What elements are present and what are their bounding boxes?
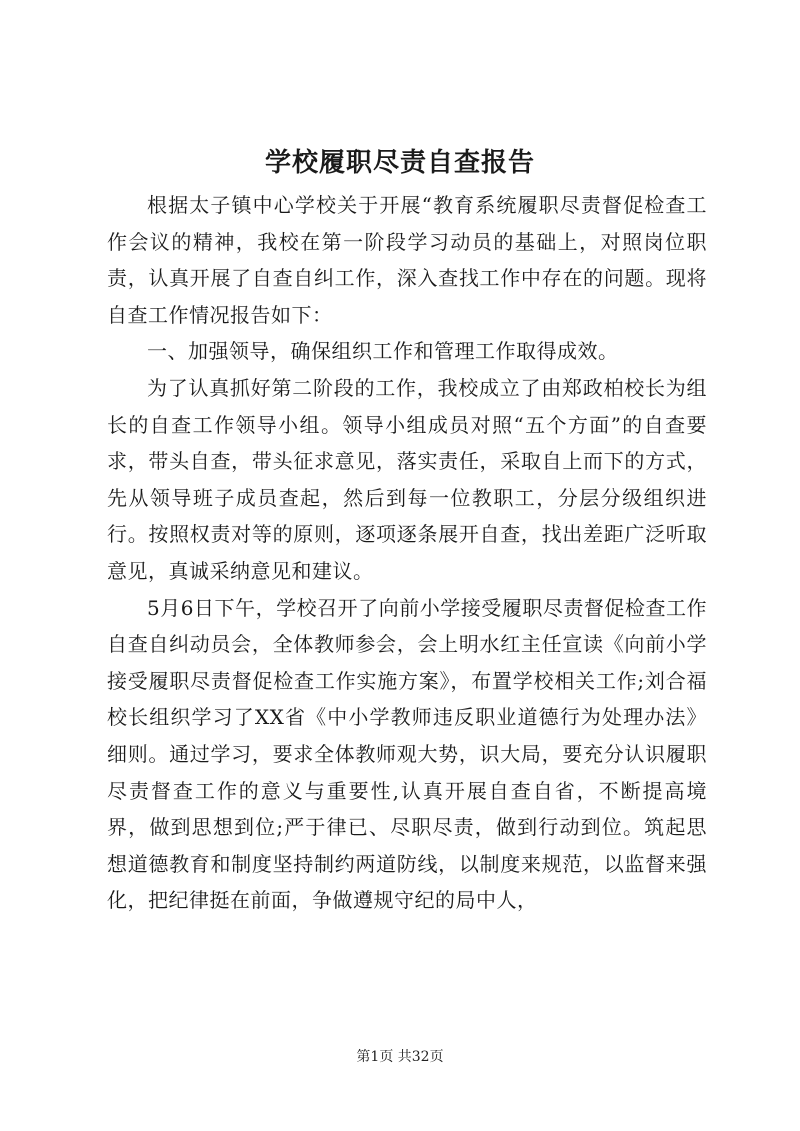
paragraph-intro: 根据太子镇中心学校关于开展“教育系统履职尽责督促检查工作会议的精神，我校在第一阶段学习动员的基础上，对照岗位职责，认真开展了自查自纠工作，深入查找工作中存在的问题。现将自查工作情况报告如下：	[107, 193, 707, 327]
page-footer: 第1页 共32页	[356, 1049, 444, 1065]
document-body	[107, 187, 707, 919]
document-title: 学校履职尽责自查报告	[264, 148, 535, 178]
paragraph-leadership: 为了认真抓好第二阶段的工作，我校成立了由郑政柏校长为组长的自查工作领导小组。领导小组成员对照“五个方面”的自查要求，带头自查，带头征求意见，落实责任，采取自上而下的方式，先从领导班子成员查起，然后到每一位教职工，分层分级组织进行。按照权责对等的原则，逐项逐条展开自查，找出差距广泛听取意见，真诚采纳意见和建议。	[107, 375, 707, 583]
section-heading-1: 一、加强领导，确保组织工作和管理工作取得成效。	[147, 339, 619, 364]
paragraph-meeting: 5月6日下午，学校召开了向前小学接受履职尽责督促检查工作自查自纠动员会，全体教师参会，会上明水红主任宣读《向前小学接受履职尽责督促检查工作实施方案》，布置学校相关工作;刘合福校长组织学习了XX省《中小学教师违反职业道德行为处理办法》细则。通过学习，要求全体教师观大势，识大局，要充分认识履职尽责督查工作的意义与重要性,认真开展自查自省，不断提高境界，做到思想到位;严于律已、尽职尽责，做到行动到位。筑起思想道德教育和制度坚持制约两道防线，以制度来规范，以监督来强化，把纪律挺在前面，争做遵规守纪的局中人，	[107, 595, 707, 913]
